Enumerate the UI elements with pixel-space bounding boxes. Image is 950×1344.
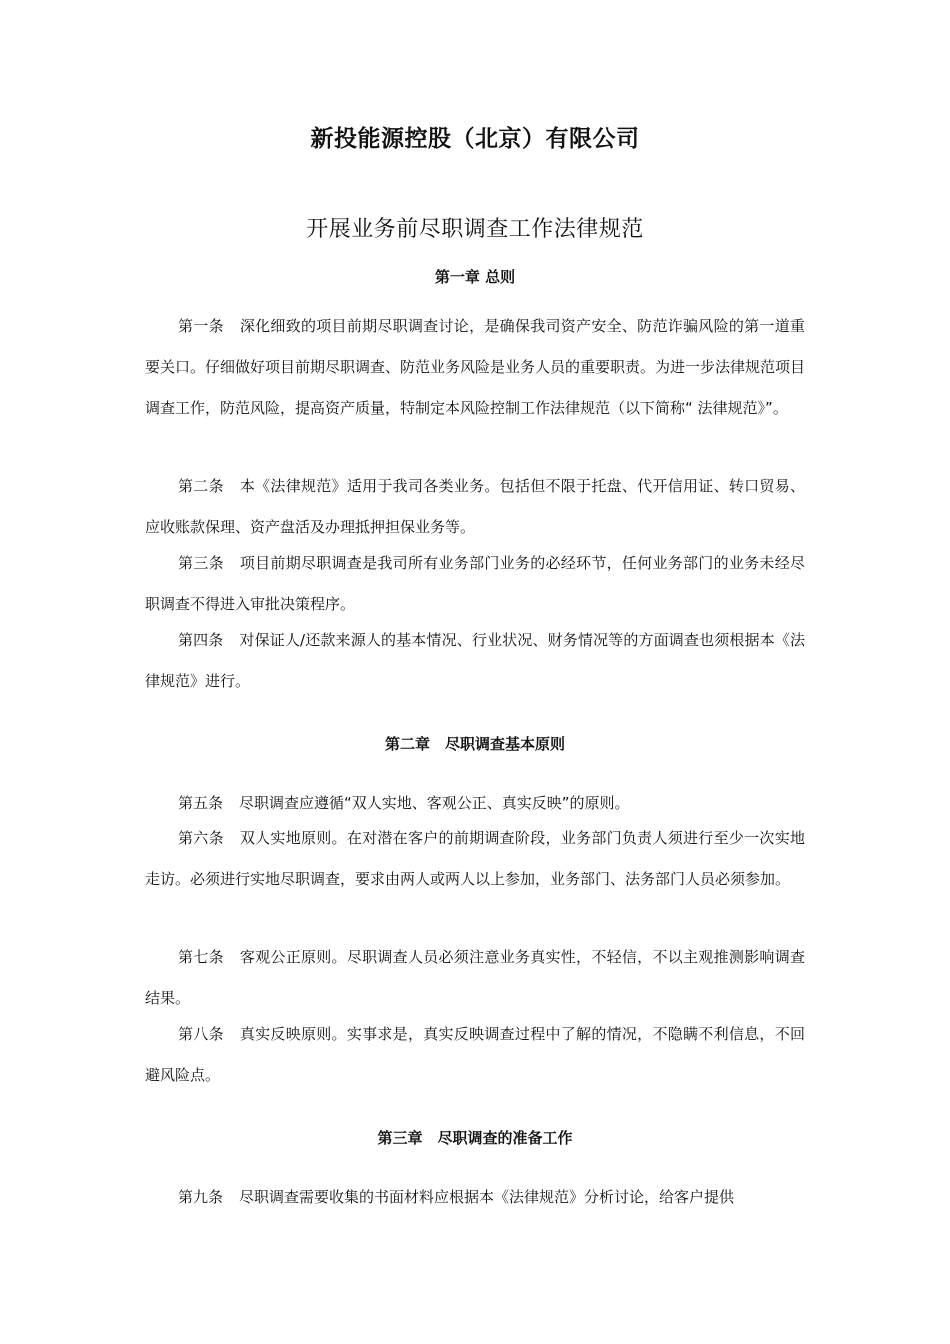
article-8 (145, 1014, 805, 1096)
article-4-label: 第四条 (178, 631, 224, 649)
article-1-text: 深化细致的项目前期尽职调查讨论，是确保我司资产安全、防范诈骗风险的第一道重要关口。仔细做好项目前期尽职调查、防范业务风险是业务人员的重要职责。为进一步法律规范项目调查工作，防范风险，提高资产质量，特制定本风险控制工作法律规范（以下简称“ 法律规范》”。 (145, 317, 806, 417)
article-7-label: 第七条 (178, 948, 224, 966)
article-6-label: 第六条 (178, 829, 224, 847)
company-title: 新投能源控股（北京）有限公司 (310, 126, 640, 152)
article-3-text: 项目前期尽职调查是我司所有业务部门业务的必经环节，任何业务部门的业务未经尽职调查不得进入审批决策程序。 (145, 554, 805, 613)
article-4-text: 对保证人/还款来源人的基本情况、行业状况、财务情况等的方面调查也须根据本《法律规范》进行。 (145, 631, 805, 690)
article-9-label: 第九条 (178, 1188, 224, 1206)
article-9 (145, 1177, 805, 1218)
article-2-text: 本《法律规范》适用于我司各类业务。包括但不限于托盘、代开信用证、转口贸易、应收账款保理、资产盘活及办理抵押担保业务等。 (145, 477, 805, 536)
article-2-label: 第二条 (178, 477, 224, 495)
article-7-text: 客观公正原则。尽职调查人员必须注意业务真实性，不轻信，不以主观推测影响调查结果。 (145, 948, 805, 1007)
chapter-2-title: 第二章 尽职调查基本原则 (384, 735, 565, 753)
article-2 (145, 466, 805, 548)
article-4 (145, 620, 805, 702)
article-1-label: 第一条 (178, 317, 224, 335)
article-8-text: 真实反映原则。实事求是，真实反映调查过程中了解的情况，不隐瞒不利信息，不回避风险点。 (145, 1025, 805, 1084)
chapter-3-title: 第三章 尽职调查的准备工作 (377, 1129, 573, 1147)
article-5-text: 尽职调查应遵循“双人实地、客观公正、真实反映”的原则。 (239, 794, 630, 812)
article-3-label: 第三条 (178, 554, 224, 572)
article-5-label: 第五条 (178, 794, 224, 812)
article-6 (145, 818, 805, 900)
article-3 (145, 543, 805, 625)
chapter-1-title: 第一章 总则 (434, 268, 516, 286)
article-6-text: 双人实地原则。在对潜在客户的前期调查阶段，业务部门负责人须进行至少一次实地走访。必须进行实地尽职调查，要求由两人或两人以上参加，业务部门、法务部门人员必须参加。 (145, 829, 805, 888)
document-title: 开展业务前尽职调查工作法律规范 (306, 217, 644, 242)
article-8-label: 第八条 (178, 1025, 224, 1043)
article-1 (145, 306, 805, 429)
article-7 (145, 937, 805, 1019)
article-9-text: 尽职调查需要收集的书面材料应根据本《法律规范》分析讨论，给客户提供 (239, 1188, 735, 1206)
